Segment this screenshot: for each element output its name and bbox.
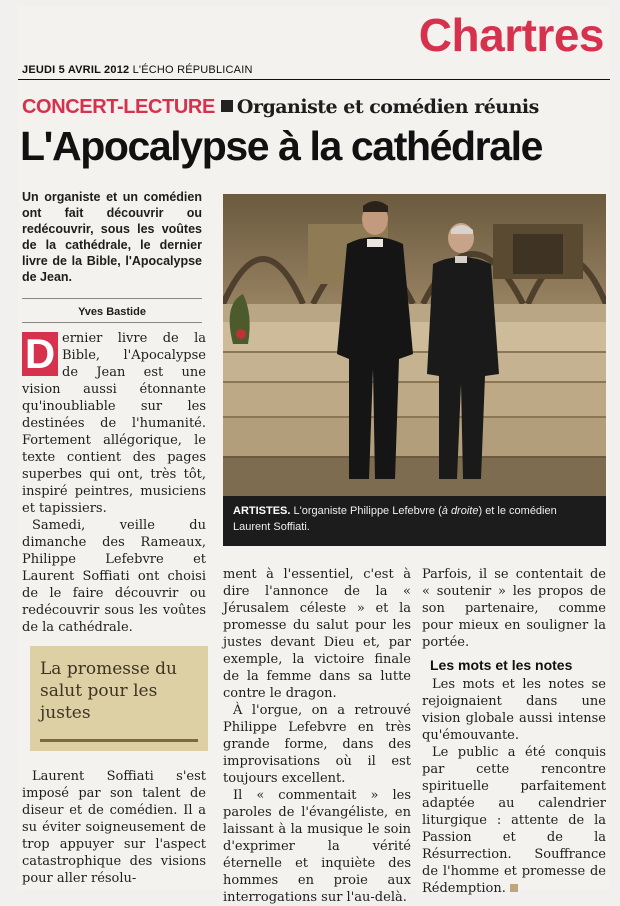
lead-divider <box>22 298 202 299</box>
paragraph: Samedi, veille du dimanche des Rameaux, Philippe Lefebvre et Laurent Soffiati ont choisi de le faire découvrir ou redécouvrir sous les voûtes de la cathédrale. <box>22 518 206 635</box>
paragraph: À l'orgue, on a retrouvé Philippe Lefebvre en très grande forme, dans des improvisations où il est toujours excellent. <box>223 703 411 786</box>
dateline <box>22 64 253 76</box>
end-mark-icon <box>510 884 518 892</box>
paragraph: Il « commentait » les paroles de l'évangéliste, en laissant à la musique le soin d'exprimer la vérité éternelle et inquiète des hommes en proie aux interrogations sur l'au-delà. <box>223 788 411 905</box>
drop-cap: D <box>22 332 58 376</box>
pull-quote-rule <box>40 739 198 742</box>
paragraph: ernier livre de la Bible, l'Apocalypse de Jean est une vision aussi étonnante qu'inoubliable sur les destinées de l'humanité. Fortement allégorique, le texte contient des pages superbes qui ont, très tôt, inspiré peintres, musiciens et tapissiers. <box>22 331 206 516</box>
publication-name: L'ÉCHO RÉPUBLICAIN <box>132 64 253 76</box>
photo-caption <box>223 496 606 546</box>
byline-divider <box>22 322 202 323</box>
caption-text: ) et le comédien Laurent Soffiati. <box>233 505 557 533</box>
paragraph <box>422 744 606 897</box>
city-title: Chartres <box>418 9 604 61</box>
article-lead: Un organiste et un comédien ont fait découvrir ou redécouvrir, sous les voûtes de la cathédrale, le dernier livre de la Bible, l'Apocalypse de Jean. <box>22 190 202 284</box>
caption-text: L'organiste Philippe Lefebvre ( <box>290 505 442 517</box>
newspaper-page <box>18 6 610 905</box>
column-1-bottom <box>22 768 206 887</box>
header-rule <box>18 79 610 80</box>
issue-date: JEUDI 5 AVRIL 2012 <box>22 64 130 76</box>
article-subtitle: Organiste et comédien réunis <box>236 96 539 118</box>
paragraph: Laurent Soffiati s'est imposé par son talent de diseur et de comédien. Il a su éviter soigneusement de trop appuyer sur l'aspect catastrophique des visions pour aller résolu- <box>22 769 206 886</box>
article-title: L'Apocalypse à la cathédrale <box>20 123 543 169</box>
paragraph: ment à l'essentiel, c'est à dire l'annonce de la « Jérusalem céleste » et la promesse du salut pour les justes devant Dieu et, par exemple, la victoire finale de la femme dans sa lutte contre le dragon. <box>223 567 411 701</box>
caption-emphasis: à droite <box>441 505 479 517</box>
author-byline: Yves Bastide <box>78 306 146 318</box>
column-3 <box>422 566 606 897</box>
column-2 <box>223 566 411 906</box>
paragraph-text: Le public a été conquis par cette rencontre spirituelle parfaitement adaptée au calendrier liturgique : attente de la Passion et de la Résurrection. Souffrance de l'homme et promesse de Rédemption. <box>422 745 606 896</box>
kicker <box>22 96 539 119</box>
paragraph: Les mots et les notes se rejoignaient dans une vision globale aussi intense qu'émouvante. <box>422 677 606 743</box>
section-subhead: Les mots et les notes <box>430 657 573 673</box>
pull-quote-box <box>30 646 208 751</box>
column-1-top <box>22 330 206 636</box>
caption-label: ARTISTES. <box>233 505 291 517</box>
article-photo <box>223 194 606 496</box>
category-label: CONCERT-LECTURE <box>22 96 215 118</box>
separator-square-icon <box>221 100 233 112</box>
pull-quote: La promesse du salut pour les justes <box>40 659 177 723</box>
paragraph: Parfois, il se contentait de « soutenir » les propos de son partenaire, comme pour mieux en souligner la portée. <box>422 567 606 650</box>
